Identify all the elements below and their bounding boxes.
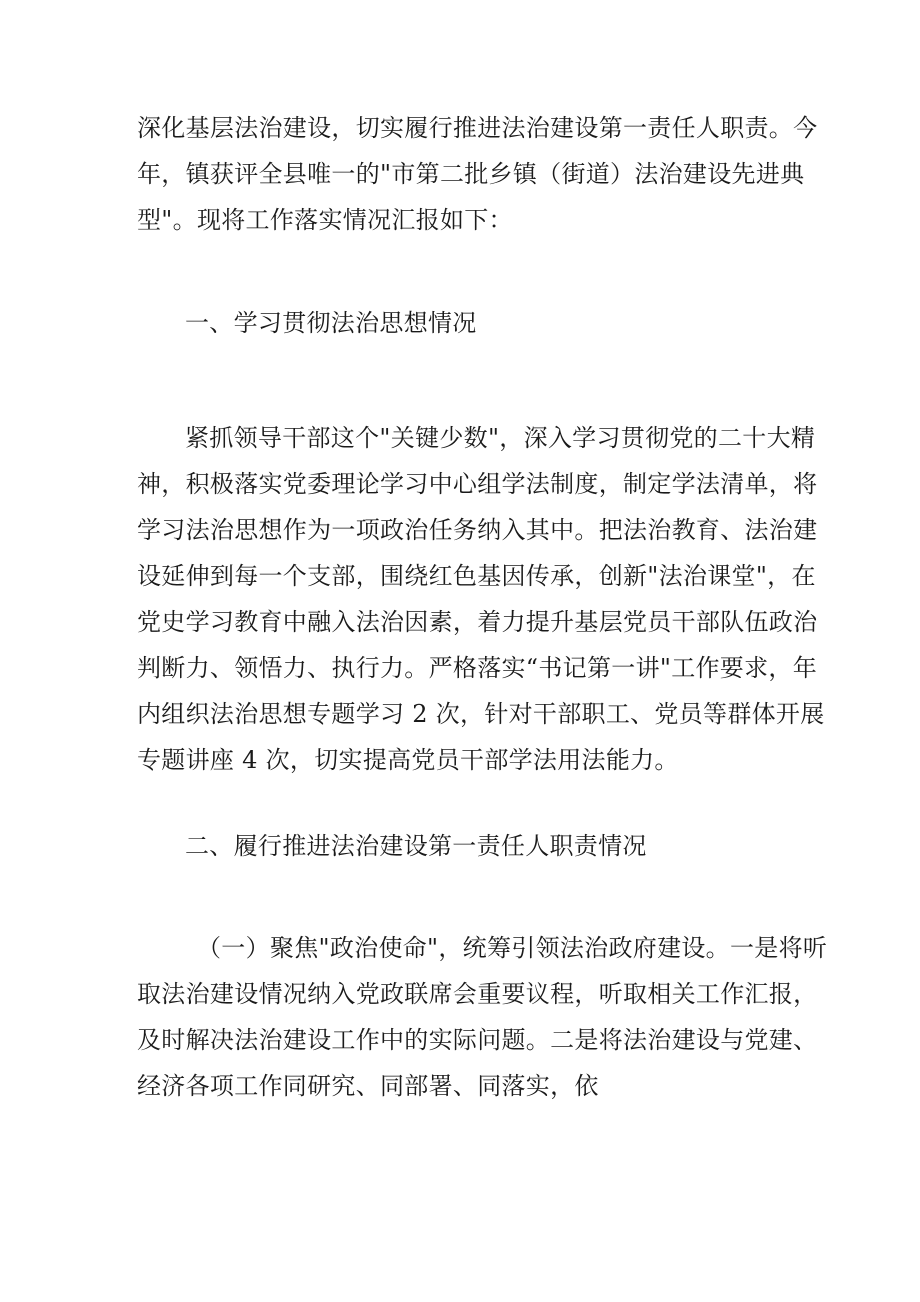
intro-line: 型"。现将工作落实情况汇报如下：	[137, 206, 513, 234]
paragraph-line: 判断力、领悟力、执行力。严格落实“书记第一讲"工作要求，年	[137, 654, 818, 682]
paragraph-line: 紧抓领导干部这个"关键少数"，深入学习贯彻党的二十大精	[185, 424, 816, 452]
paragraph-line: 经济各项工作同研究、同部署、同落实，依	[137, 1072, 599, 1100]
paragraph-line: 设延伸到每一个支部，围绕红色基因传承，创新"法治课堂"，在	[137, 562, 816, 590]
intro-line: 深化基层法治建设，切实履行推进法治建设第一责任人职责。今	[137, 114, 818, 142]
paragraph-line: （一）聚焦"政治使命"，统筹引领法治政府建设。一是将听	[197, 934, 828, 962]
intro-line: 年，镇获评全县唯一的"市第二批乡镇（街道）法治建设先进典	[137, 160, 805, 188]
paragraph-line: 神，积极落实党委理论学习中心组学法制度，制定学法清单，将	[137, 470, 818, 498]
paragraph-line: 内组织法治思想专题学习 2 次，针对干部职工、党员等群体开展	[137, 700, 825, 728]
paragraph-line: 党史学习教育中融入法治因素，着力提升基层党员干部队伍政治	[137, 608, 818, 636]
section-heading-2: 二、履行推进法治建设第一责任人职责情况	[185, 832, 647, 860]
section-heading-1: 一、学习贯彻法治思想情况	[185, 309, 477, 337]
paragraph-line: 专题讲座 4 次，切实提高党员干部学法用法能力。	[137, 746, 679, 774]
paragraph-line: 取法治建设情况纳入党政联席会重要议程，听取相关工作汇报，	[137, 980, 818, 1008]
paragraph-line: 学习法治思想作为一项政治任务纳入其中。把法治教育、法治建	[137, 516, 818, 544]
paragraph-line: 及时解决法治建设工作中的实际问题。二是将法治建设与党建、	[137, 1026, 818, 1054]
